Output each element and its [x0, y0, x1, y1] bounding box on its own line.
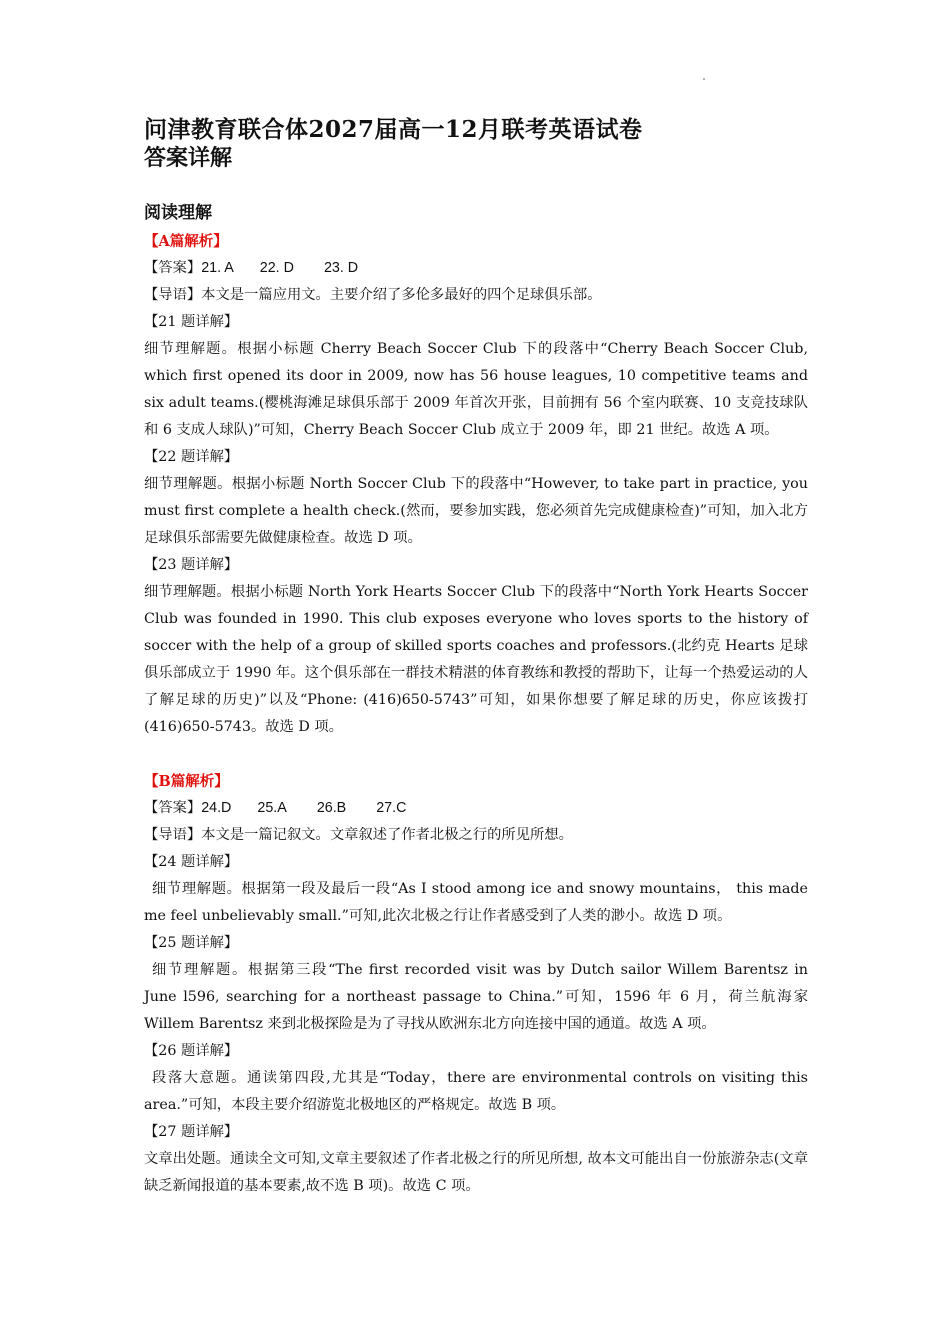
q25-label: 【25 题详解】 — [144, 935, 239, 951]
scan-dot — [703, 78, 705, 80]
spacer — [144, 741, 808, 768]
document-subtitle: 答案详解 — [144, 145, 233, 171]
q21-explanation: 细节理解题。根据小标题 Cherry Beach Soccer Club 下的段落中“Cherry Beach Soccer Club, which first opened its door in 2009, now has 56 house leagues, 10 competitive teams and six adult teams.(樱桃海滩足球俱乐部于 2009 年首次开张，目前拥有 56 个室内联赛、10 支竞技球队和 6 支成人球队)”可知，Cherry Beach Soccer Club 成立于 2009 年，即 21 世纪。故选 A 项。 — [144, 341, 808, 438]
part-a-heading: 【A篇解析】 — [144, 233, 228, 250]
section-heading: 阅读理解 — [144, 203, 212, 223]
document-title: 问津教育联合体2027届高一12月联考英语试卷 — [144, 116, 643, 143]
q27-label: 【27 题详解】 — [144, 1124, 239, 1140]
q24-explanation: 细节理解题。根据第一段及最后一段“As I stood among ice and snowy mountains， this made me feel unbelievably small.”可知,此次北极之行让作者感受到了人类的渺小。故选 D 项。 — [144, 881, 808, 924]
part-b-heading: 【B篇解析】 — [144, 773, 229, 790]
q23-label: 【23 题详解】 — [144, 557, 239, 573]
part-b — [144, 768, 808, 1200]
answer-item: 27.C — [376, 800, 407, 816]
answer-label: 【答案】 — [144, 260, 202, 276]
part-a — [144, 228, 808, 741]
q26-explanation: 段落大意题。通读第四段,尤其是“Today，there are environmental controls on visiting this area.”可知，本段主要介绍游览北极地区的严格规定。故选 B 项。 — [144, 1070, 808, 1113]
part-a-intro: 【导语】本文是一篇应用文。主要介绍了多伦多最好的四个足球俱乐部。 — [144, 287, 602, 303]
q23-explanation: 细节理解题。根据小标题 North York Hearts Soccer Club 下的段落中“North York Hearts Soccer Club was founded in 1990. This club exposes everyone who loves sports to the history of soccer with the help of a group of skilled sports coaches and professors.(北约克 Hearts 足球俱乐部成立于 1990 年。这个俱乐部在一群技术精湛的体育教练和教授的帮助下，让每一个热爱运动的人了解足球的历史)”以及“Phone: (416)650-5743”可知，如果你想要了解足球的历史，你应该拨打(416)650-5743。故选 D 项。 — [144, 584, 808, 735]
q26-label: 【26 题详解】 — [144, 1043, 239, 1059]
q27-explanation: 文章出处题。通读全文可知,文章主要叙述了作者北极之行的所见所想, 故本文可能出自一份旅游杂志(文章缺乏新闻报道的基本要素,故不选 B 项)。故选 C 项。 — [144, 1151, 808, 1194]
part-a-answers — [144, 255, 808, 282]
q21-label: 【21 题详解】 — [144, 314, 239, 330]
part-b-intro: 【导语】本文是一篇记叙文。文章叙述了作者北极之行的所见所想。 — [144, 827, 573, 843]
q22-label: 【22 题详解】 — [144, 449, 239, 465]
q22-explanation: 细节理解题。根据小标题 North Soccer Club 下的段落中“However, to take part in practice, you must first complete a health check.(然而，要参加实践，您必须首先完成健康检查)”可知，加入北方足球俱乐部需要先做健康检查。故选 D 项。 — [144, 476, 808, 546]
q24-label: 【24 题详解】 — [144, 854, 239, 870]
answer-item: 21. A — [201, 260, 234, 276]
answer-item: 23. D — [323, 260, 359, 276]
answer-label: 【答案】 — [144, 800, 202, 816]
q25-explanation: 细节理解题。根据第三段“The first recorded visit was by Dutch sailor Willem Barentsz in June l596, searching for a northeast passage to China.”可知，1596 年 6 月，荷兰航海家 Willem Barentsz 来到北极探险是为了寻找从欧洲东北方向连接中国的通道。故选 A 项。 — [144, 962, 808, 1032]
document-page — [144, 116, 808, 1200]
part-b-answers — [144, 795, 808, 822]
answer-item: 25.A — [257, 800, 287, 816]
answer-item: 24.D — [201, 800, 232, 816]
answer-item: 22. D — [259, 260, 294, 276]
answer-item: 26.B — [316, 800, 347, 816]
